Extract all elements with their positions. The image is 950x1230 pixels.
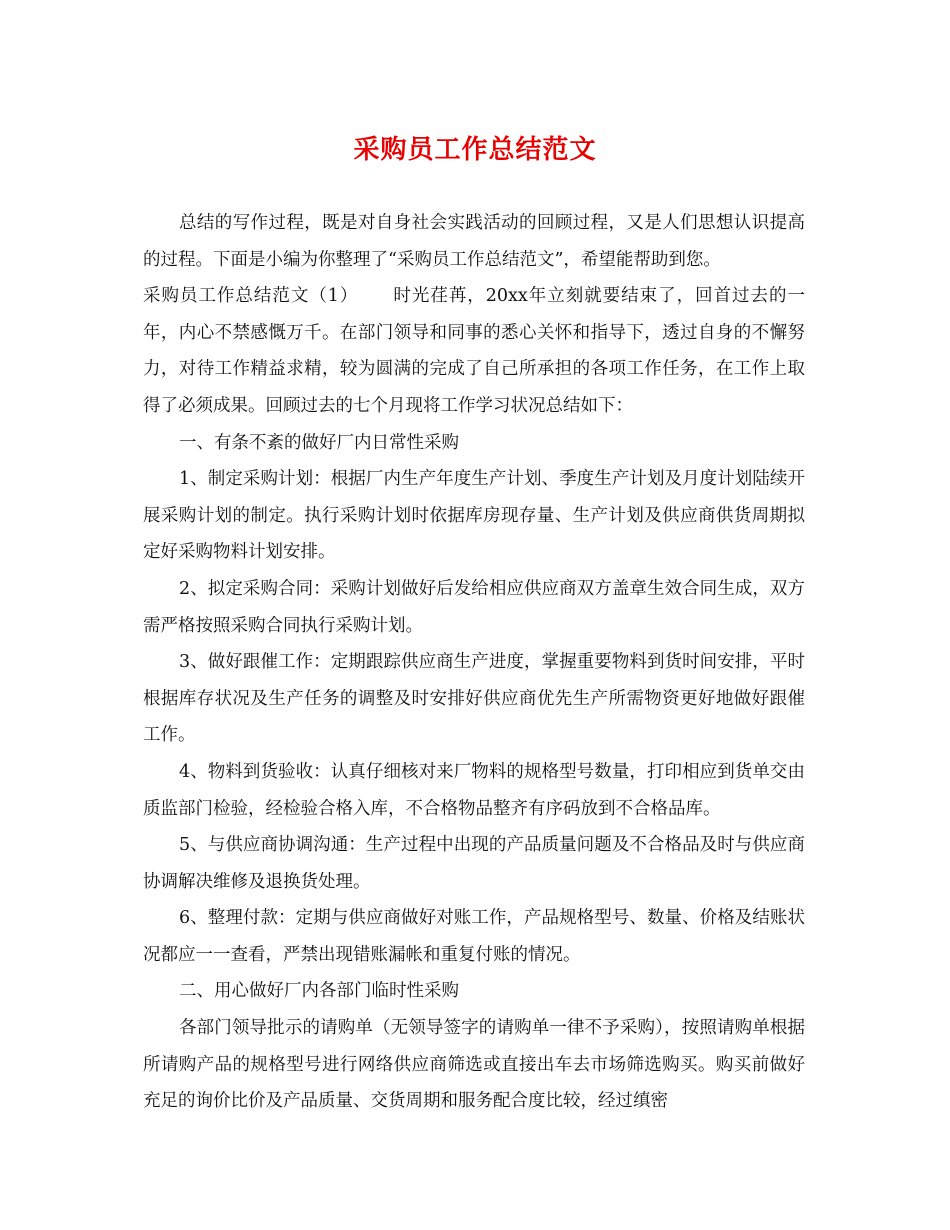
body-paragraph: 3、做好跟催工作：定期跟踪供应商生产进度，掌握重要物料到货时间安排，平时根据库存状况及生产任务的调整及时安排好供应商优先生产所需物资更好地做好跟催工作。: [143, 652, 805, 746]
body-paragraph: 4、物料到货验收：认真仔细核对来厂物料的规格型号数量，打印相应到货单交由质监部门检验，经检验合格入库，不合格物品整齐有序码放到不合格品库。: [143, 761, 805, 819]
body-paragraph: 1、制定采购计划：根据厂内生产年度生产计划、季度生产计划及月度计划陆续开展采购计划的制定。执行采购计划时依据库房现存量、生产计划及供应商供货周期拟定好采购物料计划安排。: [143, 469, 805, 563]
section-heading-2: 二、用心做好厂内各部门临时性采购: [179, 981, 459, 1002]
section-heading-1: 一、有条不紊的做好厂内日常性采购: [179, 432, 459, 453]
body-paragraph: 各部门领导批示的请购单（无领导签字的请购单一律不予采购），按照请购单根据所请购产品的规格型号进行网络供应商筛选或直接出车去市场筛选购买。购买前做好充足的询价比价及产品质量、交货周期和服务配合度比较，经过缜密: [143, 1018, 805, 1112]
document-title: 采购员工作总结范文: [353, 135, 597, 165]
body-paragraph: 5、与供应商协调沟通：生产过程中出现的产品质量问题及不合格品及时与供应商协调解决维修及退换货处理。: [143, 835, 805, 892]
sample-label: 采购员工作总结范文（1）: [143, 286, 359, 307]
sample-opening: 时光荏苒，20xx年立刻就要结束了，回首过去的一年，内心不禁感慨万千。在部门领导和同事的悉心关怀和指导下，透过自身的不懈努力，对待工作精益求精，较为圆满的完成了自己所承担的各项工作任务，在工作上取得了必须成果。回顾过去的七个月现将工作学习状况总结如下：: [143, 286, 805, 416]
document-body: [143, 205, 805, 1120]
sample-paragraph: [143, 278, 805, 424]
body-paragraph: 6、整理付款：定期与供应商做好对账工作，产品规格型号、数量、价格及结账状况都应一一查看，严禁出现错账漏帐和重复付账的情况。: [143, 908, 805, 965]
intro-paragraph: 总结的写作过程，既是对自身社会实践活动的回顾过程，又是人们思想认识提高的过程。下面是小编为你整理了“采购员工作总结范文”，希望能帮助到您。: [143, 213, 805, 270]
body-paragraph: 2、拟定采购合同：采购计划做好后发给相应供应商双方盖章生效合同生成，双方需严格按照采购合同执行采购计划。: [143, 578, 805, 636]
